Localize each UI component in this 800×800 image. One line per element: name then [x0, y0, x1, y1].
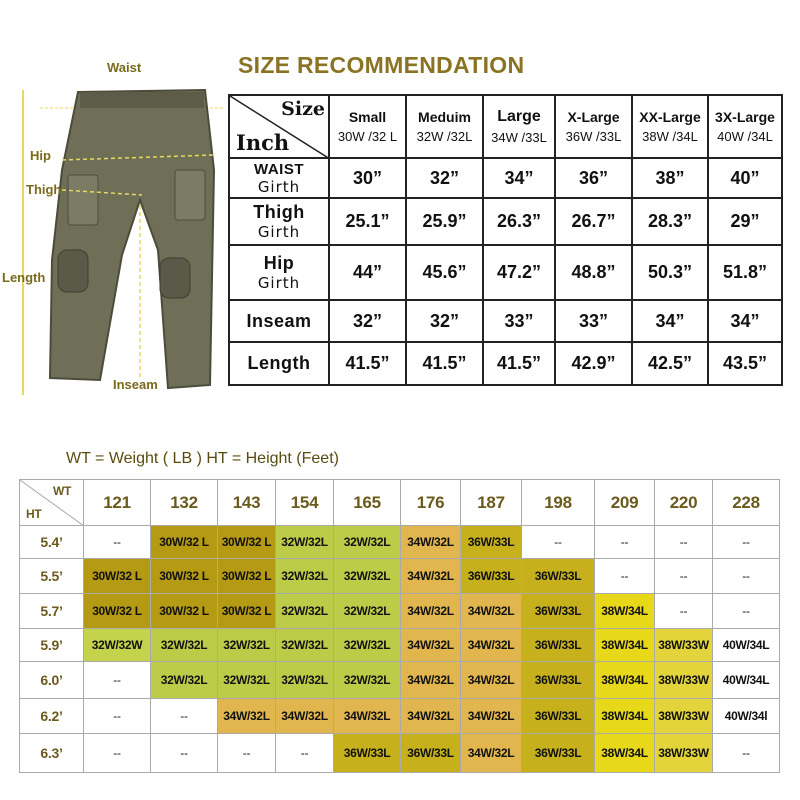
size-suggestion-cell: 34W/32L [401, 594, 461, 629]
size-suggestion-cell: -- [522, 526, 595, 559]
size-cell: 34” [632, 300, 708, 342]
size-suggestion-cell: 36W/33L [461, 526, 522, 559]
col-sub: 30W /32 L [337, 129, 398, 144]
size-suggestion-cell: 36W/33L [334, 734, 401, 773]
weight-header-cell: 220 [655, 480, 713, 526]
size-cell: 44” [329, 245, 406, 300]
size-cell: 32” [406, 300, 483, 342]
height-row [20, 662, 780, 699]
size-suggestion-cell: -- [84, 526, 151, 559]
size-suggestion-cell: 32W/32L [218, 662, 276, 699]
size-suggestion-cell: 36W/33L [401, 734, 461, 773]
weight-header-cell: 121 [84, 480, 151, 526]
size-row-hip [229, 245, 782, 300]
weight-header-cell: 154 [276, 480, 334, 526]
cargo-pocket-right [175, 170, 205, 220]
col-name: Large [497, 108, 541, 125]
col-sub: 38W /34L [642, 129, 698, 144]
height-row [20, 594, 780, 629]
weight-header-cell: 228 [713, 480, 780, 526]
size-suggestion-cell: 32W/32W [84, 629, 151, 662]
size-cell: 41.5” [483, 342, 555, 385]
size-cell: 32” [329, 300, 406, 342]
size-cell: 41.5” [406, 342, 483, 385]
weight-header-cell: 198 [522, 480, 595, 526]
row-header [229, 198, 329, 245]
size-cell: 47.2” [483, 245, 555, 300]
row-header [229, 342, 329, 385]
size-cell: 30” [329, 158, 406, 198]
row-label: Inseam [246, 310, 312, 331]
size-suggestion-cell: 30W/32 L [218, 594, 276, 629]
size-cell: 42.5” [632, 342, 708, 385]
weight-height-table [19, 479, 780, 773]
row-label: Hip [263, 253, 295, 273]
row-sublabel: Girth [257, 223, 301, 241]
size-cell: 28.3” [632, 198, 708, 245]
knee-pad-left [58, 250, 88, 292]
weight-header-cell: 165 [334, 480, 401, 526]
size-suggestion-cell: 36W/33L [522, 699, 595, 734]
height-label-cell: 6.2’ [20, 699, 84, 734]
size-cell: 36” [555, 158, 632, 198]
size-row-length [229, 342, 782, 385]
waist-label: Waist [107, 60, 142, 75]
corner-wt-label: WT [52, 484, 71, 498]
size-suggestion-cell: 32W/32L [334, 559, 401, 594]
size-suggestion-cell: -- [655, 594, 713, 629]
size-suggestion-cell: 34W/32L [461, 629, 522, 662]
size-suggestion-cell: 30W/32 L [218, 559, 276, 594]
size-suggestion-cell: 38W/34L [595, 734, 655, 773]
col-sub: 40W /34L [717, 129, 773, 144]
size-cell: 45.6” [406, 245, 483, 300]
size-suggestion-cell: 30W/32 L [151, 594, 218, 629]
size-suggestion-cell: -- [713, 526, 780, 559]
size-suggestion-cell: 36W/33L [522, 734, 595, 773]
thigh-label: Thigh [26, 182, 62, 197]
size-cell: 40” [708, 158, 782, 198]
row-sublabel: Girth [257, 274, 301, 292]
height-label-cell: 5.5’ [20, 559, 84, 594]
row-label: Thigh [253, 202, 305, 222]
size-cell: 25.1” [329, 198, 406, 245]
size-suggestion-cell: -- [84, 734, 151, 773]
knee-pad-right [160, 258, 190, 298]
hip-label: Hip [30, 148, 51, 163]
weight-header-cell: 187 [461, 480, 522, 526]
size-suggestion-cell: 34W/32L [401, 559, 461, 594]
row-sublabel: Girth [257, 177, 301, 196]
size-suggestion-cell: -- [151, 699, 218, 734]
size-suggestion-cell: -- [713, 559, 780, 594]
size-suggestion-cell: 36W/33L [522, 662, 595, 699]
wt-ht-corner-cell [20, 480, 84, 526]
size-suggestion-cell: 34W/32L [218, 699, 276, 734]
col-sub: 36W /33L [565, 129, 622, 144]
height-label-cell: 6.0’ [20, 662, 84, 699]
size-cell: 42.9” [555, 342, 632, 385]
size-header-row [229, 95, 782, 158]
size-suggestion-cell: -- [151, 734, 218, 773]
size-suggestion-cell: -- [84, 662, 151, 699]
size-suggestion-cell: 34W/32L [401, 629, 461, 662]
size-corner-cell [229, 95, 329, 158]
size-suggestion-cell: 38W/33W [655, 734, 713, 773]
col-name: Meduim [418, 109, 471, 125]
size-suggestion-cell: -- [595, 526, 655, 559]
weight-header-row [20, 480, 780, 526]
weight-header-cell: 209 [595, 480, 655, 526]
size-suggestion-cell: 34W/32L [334, 699, 401, 734]
size-table [228, 94, 783, 386]
size-col-xx-large [632, 95, 708, 158]
size-suggestion-cell: -- [595, 559, 655, 594]
size-suggestion-cell: 32W/32L [151, 629, 218, 662]
size-col-medium [406, 95, 483, 158]
size-suggestion-cell: -- [655, 526, 713, 559]
row-header [229, 245, 329, 300]
size-suggestion-cell: 30W/32 L [84, 594, 151, 629]
weight-header-cell: 143 [218, 480, 276, 526]
size-cell: 33” [483, 300, 555, 342]
length-label: Length [2, 270, 46, 285]
weight-height-legend: WT = Weight ( LB ) HT = Height (Feet) [66, 450, 339, 467]
pants-illustration [0, 50, 225, 400]
size-cell: 34” [483, 158, 555, 198]
size-suggestion-cell: -- [218, 734, 276, 773]
size-col-3x-large [708, 95, 782, 158]
size-suggestion-cell: 36W/33L [522, 594, 595, 629]
size-suggestion-cell: 40W/34L [713, 662, 780, 699]
size-suggestion-cell: -- [276, 734, 334, 773]
size-suggestion-cell: 30W/32 L [84, 559, 151, 594]
size-suggestion-cell: 32W/32L [334, 594, 401, 629]
size-suggestion-cell: 34W/32L [276, 699, 334, 734]
size-recommendation-title: SIZE RECOMMENDATION [238, 52, 525, 78]
col-name: XX-Large [639, 109, 701, 125]
size-suggestion-cell: 34W/32L [461, 662, 522, 699]
cargo-pocket-left [68, 175, 98, 225]
size-col-small [329, 95, 406, 158]
col-sub: 32W /32L [416, 129, 473, 144]
size-suggestion-cell: -- [655, 559, 713, 594]
size-cell: 51.8” [708, 245, 782, 300]
size-suggestion-cell: 32W/32L [276, 594, 334, 629]
size-suggestion-cell: 40W/34L [713, 629, 780, 662]
row-label: WAIST [254, 160, 304, 178]
height-label-cell: 5.9’ [20, 629, 84, 662]
weight-header-cell: 176 [401, 480, 461, 526]
size-cell: 34” [708, 300, 782, 342]
size-suggestion-cell: 36W/33L [522, 559, 595, 594]
size-cell: 50.3” [632, 245, 708, 300]
size-suggestion-cell: 32W/32L [276, 629, 334, 662]
size-suggestion-cell: -- [713, 594, 780, 629]
col-sub: 34W /33L [491, 130, 547, 145]
size-suggestion-cell: 34W/32L [461, 734, 522, 773]
size-suggestion-cell: 32W/32L [276, 662, 334, 699]
corner-inch-label: Inch [236, 130, 290, 155]
row-header [229, 300, 329, 342]
size-suggestion-cell: 38W/33W [655, 699, 713, 734]
size-row-inseam [229, 300, 782, 342]
size-suggestion-cell: 32W/32L [334, 629, 401, 662]
size-cell: 43.5” [708, 342, 782, 385]
size-suggestion-cell: 38W/33W [655, 662, 713, 699]
row-label: Length [247, 353, 311, 373]
size-cell: 48.8” [555, 245, 632, 300]
col-name: 3X-Large [715, 109, 775, 125]
size-suggestion-cell: 30W/32 L [151, 559, 218, 594]
size-suggestion-cell: 38W/34L [595, 699, 655, 734]
corner-size-label: Size [281, 98, 325, 120]
size-cell: 32” [406, 158, 483, 198]
height-label-cell: 5.7’ [20, 594, 84, 629]
size-suggestion-cell: 32W/32L [276, 559, 334, 594]
size-col-large [483, 95, 555, 158]
waistband [80, 92, 204, 108]
size-cell: 33” [555, 300, 632, 342]
size-suggestion-cell: 30W/32 L [151, 526, 218, 559]
size-suggestion-cell: 34W/32L [401, 526, 461, 559]
size-suggestion-cell: 32W/32L [334, 526, 401, 559]
size-suggestion-cell: 38W/34L [595, 594, 655, 629]
size-cell: 41.5” [329, 342, 406, 385]
size-suggestion-cell: 38W/33W [655, 629, 713, 662]
height-row [20, 734, 780, 773]
size-suggestion-cell: 36W/33L [461, 559, 522, 594]
size-cell: 26.3” [483, 198, 555, 245]
size-suggestion-cell: 32W/32L [151, 662, 218, 699]
height-row [20, 629, 780, 662]
size-suggestion-cell: 34W/32L [461, 699, 522, 734]
size-row-thigh [229, 198, 782, 245]
size-suggestion-cell: 32W/32L [334, 662, 401, 699]
col-name: X-Large [567, 109, 620, 125]
size-suggestion-cell: 40W/34l [713, 699, 780, 734]
size-cell: 38” [632, 158, 708, 198]
size-suggestion-cell: 34W/32L [461, 594, 522, 629]
height-row [20, 699, 780, 734]
size-cell: 25.9” [406, 198, 483, 245]
size-suggestion-cell: 32W/32L [276, 526, 334, 559]
size-suggestion-cell: 30W/32 L [218, 526, 276, 559]
height-label-cell: 5.4’ [20, 526, 84, 559]
size-cell: 29” [708, 198, 782, 245]
size-suggestion-cell: -- [713, 734, 780, 773]
height-label-cell: 6.3’ [20, 734, 84, 773]
height-row [20, 526, 780, 559]
size-suggestion-cell: -- [84, 699, 151, 734]
size-suggestion-cell: 34W/32L [401, 662, 461, 699]
col-name: Small [348, 109, 387, 125]
size-cell: 26.7” [555, 198, 632, 245]
size-suggestion-cell: 38W/34L [595, 662, 655, 699]
size-suggestion-cell: 34W/32L [401, 699, 461, 734]
corner-ht-label: HT [26, 507, 42, 521]
size-col-x-large [555, 95, 632, 158]
size-suggestion-cell: 36W/33L [522, 629, 595, 662]
inseam-label: Inseam [113, 377, 158, 392]
row-header [229, 158, 329, 198]
weight-header-cell: 132 [151, 480, 218, 526]
height-row [20, 559, 780, 594]
pants-body [50, 90, 214, 388]
pants-figure [0, 50, 225, 400]
size-row-waist [229, 158, 782, 198]
size-suggestion-cell: 32W/32L [218, 629, 276, 662]
size-suggestion-cell: 38W/34L [595, 629, 655, 662]
